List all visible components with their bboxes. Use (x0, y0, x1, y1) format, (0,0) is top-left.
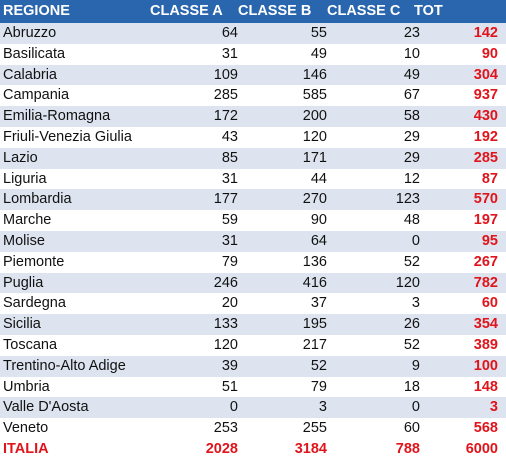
row-classe-c: 12 (403, 170, 420, 187)
table-row (0, 127, 506, 148)
row-region: Trentino-Alto Adige (3, 357, 126, 374)
row-tot: 197 (473, 212, 498, 229)
row-tot: 568 (473, 420, 498, 437)
row-classe-b: 171 (302, 149, 327, 166)
row-classe-b: 55 (310, 25, 327, 41)
row-region: Puglia (3, 274, 44, 291)
row-tot: 389 (473, 337, 498, 353)
row-tot: 60 (481, 295, 498, 312)
table-header-row (0, 0, 506, 23)
row-region: Campania (3, 87, 70, 104)
table-row (0, 314, 506, 335)
row-classe-c: 120 (395, 274, 420, 291)
row-classe-b: 270 (302, 191, 327, 208)
row-tot: 570 (473, 191, 498, 208)
column-header-tot: TOT (414, 3, 443, 19)
row-classe-a: 51 (221, 378, 238, 395)
row-region: Toscana (3, 337, 58, 353)
row-region: Lazio (3, 149, 38, 166)
table-row (0, 23, 506, 44)
row-classe-b: 200 (302, 108, 327, 125)
table-row (0, 397, 506, 418)
row-tot: 148 (473, 378, 498, 395)
row-region: Calabria (3, 66, 57, 83)
row-classe-c: 67 (403, 87, 420, 104)
row-tot: 3 (489, 399, 498, 416)
total-classe-a: 2028 (205, 441, 238, 457)
row-classe-b: 3 (318, 399, 327, 416)
row-classe-a: 79 (221, 253, 238, 270)
column-header-classe-b: CLASSE B (238, 3, 312, 19)
row-classe-a: 31 (221, 233, 238, 249)
row-classe-a: 64 (221, 25, 238, 41)
row-region: Piemonte (3, 253, 65, 270)
row-tot: 100 (473, 357, 498, 374)
column-header-regione: REGIONE (3, 3, 70, 19)
row-classe-c: 123 (395, 191, 420, 208)
row-tot: 937 (473, 87, 498, 104)
table-row (0, 418, 506, 439)
row-classe-b: 64 (310, 233, 327, 249)
row-classe-a: 43 (221, 129, 238, 145)
row-classe-a: 85 (221, 149, 238, 166)
row-classe-c: 49 (403, 66, 420, 83)
table-row (0, 210, 506, 231)
row-classe-b: 49 (310, 45, 327, 62)
table-row (0, 231, 506, 252)
total-classe-c: 788 (395, 441, 420, 457)
row-region: Veneto (3, 420, 49, 437)
row-tot: 192 (473, 129, 498, 145)
row-classe-a: 0 (229, 399, 238, 416)
table-row (0, 169, 506, 190)
table-row (0, 377, 506, 398)
table-row (0, 252, 506, 273)
row-tot: 87 (481, 170, 498, 187)
row-classe-b: 136 (302, 253, 327, 270)
row-region: Marche (3, 212, 52, 229)
row-classe-c: 29 (403, 129, 420, 145)
row-classe-b: 195 (302, 316, 327, 333)
table-row (0, 44, 506, 65)
row-classe-b: 37 (310, 295, 327, 312)
row-classe-c: 52 (403, 253, 420, 270)
total-label: ITALIA (3, 441, 49, 457)
row-classe-a: 20 (221, 295, 238, 312)
table-total-row (0, 439, 506, 460)
row-classe-b: 44 (310, 170, 327, 187)
row-classe-c: 18 (403, 378, 420, 395)
column-header-classe-c: CLASSE C (327, 3, 401, 19)
row-tot: 267 (473, 253, 498, 270)
row-region: Molise (3, 233, 45, 249)
row-classe-c: 0 (411, 233, 420, 249)
row-classe-a: 39 (221, 357, 238, 374)
row-classe-a: 109 (213, 66, 238, 83)
row-tot: 142 (473, 25, 498, 41)
table-row (0, 356, 506, 377)
row-region: Friuli-Venezia Giulia (3, 129, 132, 145)
row-classe-a: 285 (213, 87, 238, 104)
table-row (0, 148, 506, 169)
total-tot: 6000 (465, 441, 498, 457)
row-region: Basilicata (3, 45, 66, 62)
table-row (0, 65, 506, 86)
row-tot: 90 (481, 45, 498, 62)
row-classe-c: 26 (403, 316, 420, 333)
row-region: Liguria (3, 170, 47, 187)
row-classe-b: 585 (302, 87, 327, 104)
row-classe-c: 9 (411, 357, 420, 374)
row-classe-a: 31 (221, 45, 238, 62)
row-classe-b: 255 (302, 420, 327, 437)
row-classe-a: 172 (213, 108, 238, 125)
row-region: Umbria (3, 378, 50, 395)
row-classe-a: 133 (213, 316, 238, 333)
row-classe-a: 177 (213, 191, 238, 208)
row-classe-b: 146 (302, 66, 327, 83)
total-classe-b: 3184 (294, 441, 327, 457)
table-row (0, 273, 506, 294)
row-classe-b: 90 (310, 212, 327, 229)
row-classe-c: 58 (403, 108, 420, 125)
row-tot: 95 (481, 233, 498, 249)
row-classe-c: 10 (403, 45, 420, 62)
row-region: Lombardia (3, 191, 72, 208)
row-tot: 782 (473, 274, 498, 291)
table-row (0, 85, 506, 106)
table-row (0, 189, 506, 210)
table-row (0, 293, 506, 314)
row-region: Sicilia (3, 316, 41, 333)
row-classe-c: 52 (403, 337, 420, 353)
row-classe-b: 217 (302, 337, 327, 353)
row-classe-c: 29 (403, 149, 420, 166)
row-classe-b: 52 (310, 357, 327, 374)
row-classe-b: 416 (302, 274, 327, 291)
row-tot: 430 (473, 108, 498, 125)
row-classe-a: 31 (221, 170, 238, 187)
row-classe-b: 120 (302, 129, 327, 145)
row-region: Sardegna (3, 295, 66, 312)
row-tot: 285 (473, 149, 498, 166)
row-tot: 354 (473, 316, 498, 333)
row-tot: 304 (473, 66, 498, 83)
row-region: Emilia-Romagna (3, 108, 111, 125)
row-classe-c: 23 (403, 25, 420, 41)
row-classe-a: 246 (213, 274, 238, 291)
row-classe-a: 253 (213, 420, 238, 437)
table-row (0, 106, 506, 127)
column-header-classe-a: CLASSE A (150, 3, 223, 19)
table-row (0, 335, 506, 356)
row-classe-a: 120 (213, 337, 238, 353)
row-classe-c: 48 (403, 212, 420, 229)
row-classe-b: 79 (310, 378, 327, 395)
row-classe-c: 3 (411, 295, 420, 312)
row-region: Valle D'Aosta (3, 399, 89, 416)
row-classe-a: 59 (221, 212, 238, 229)
row-region: Abruzzo (3, 25, 57, 41)
row-classe-c: 60 (403, 420, 420, 437)
row-classe-c: 0 (411, 399, 420, 416)
